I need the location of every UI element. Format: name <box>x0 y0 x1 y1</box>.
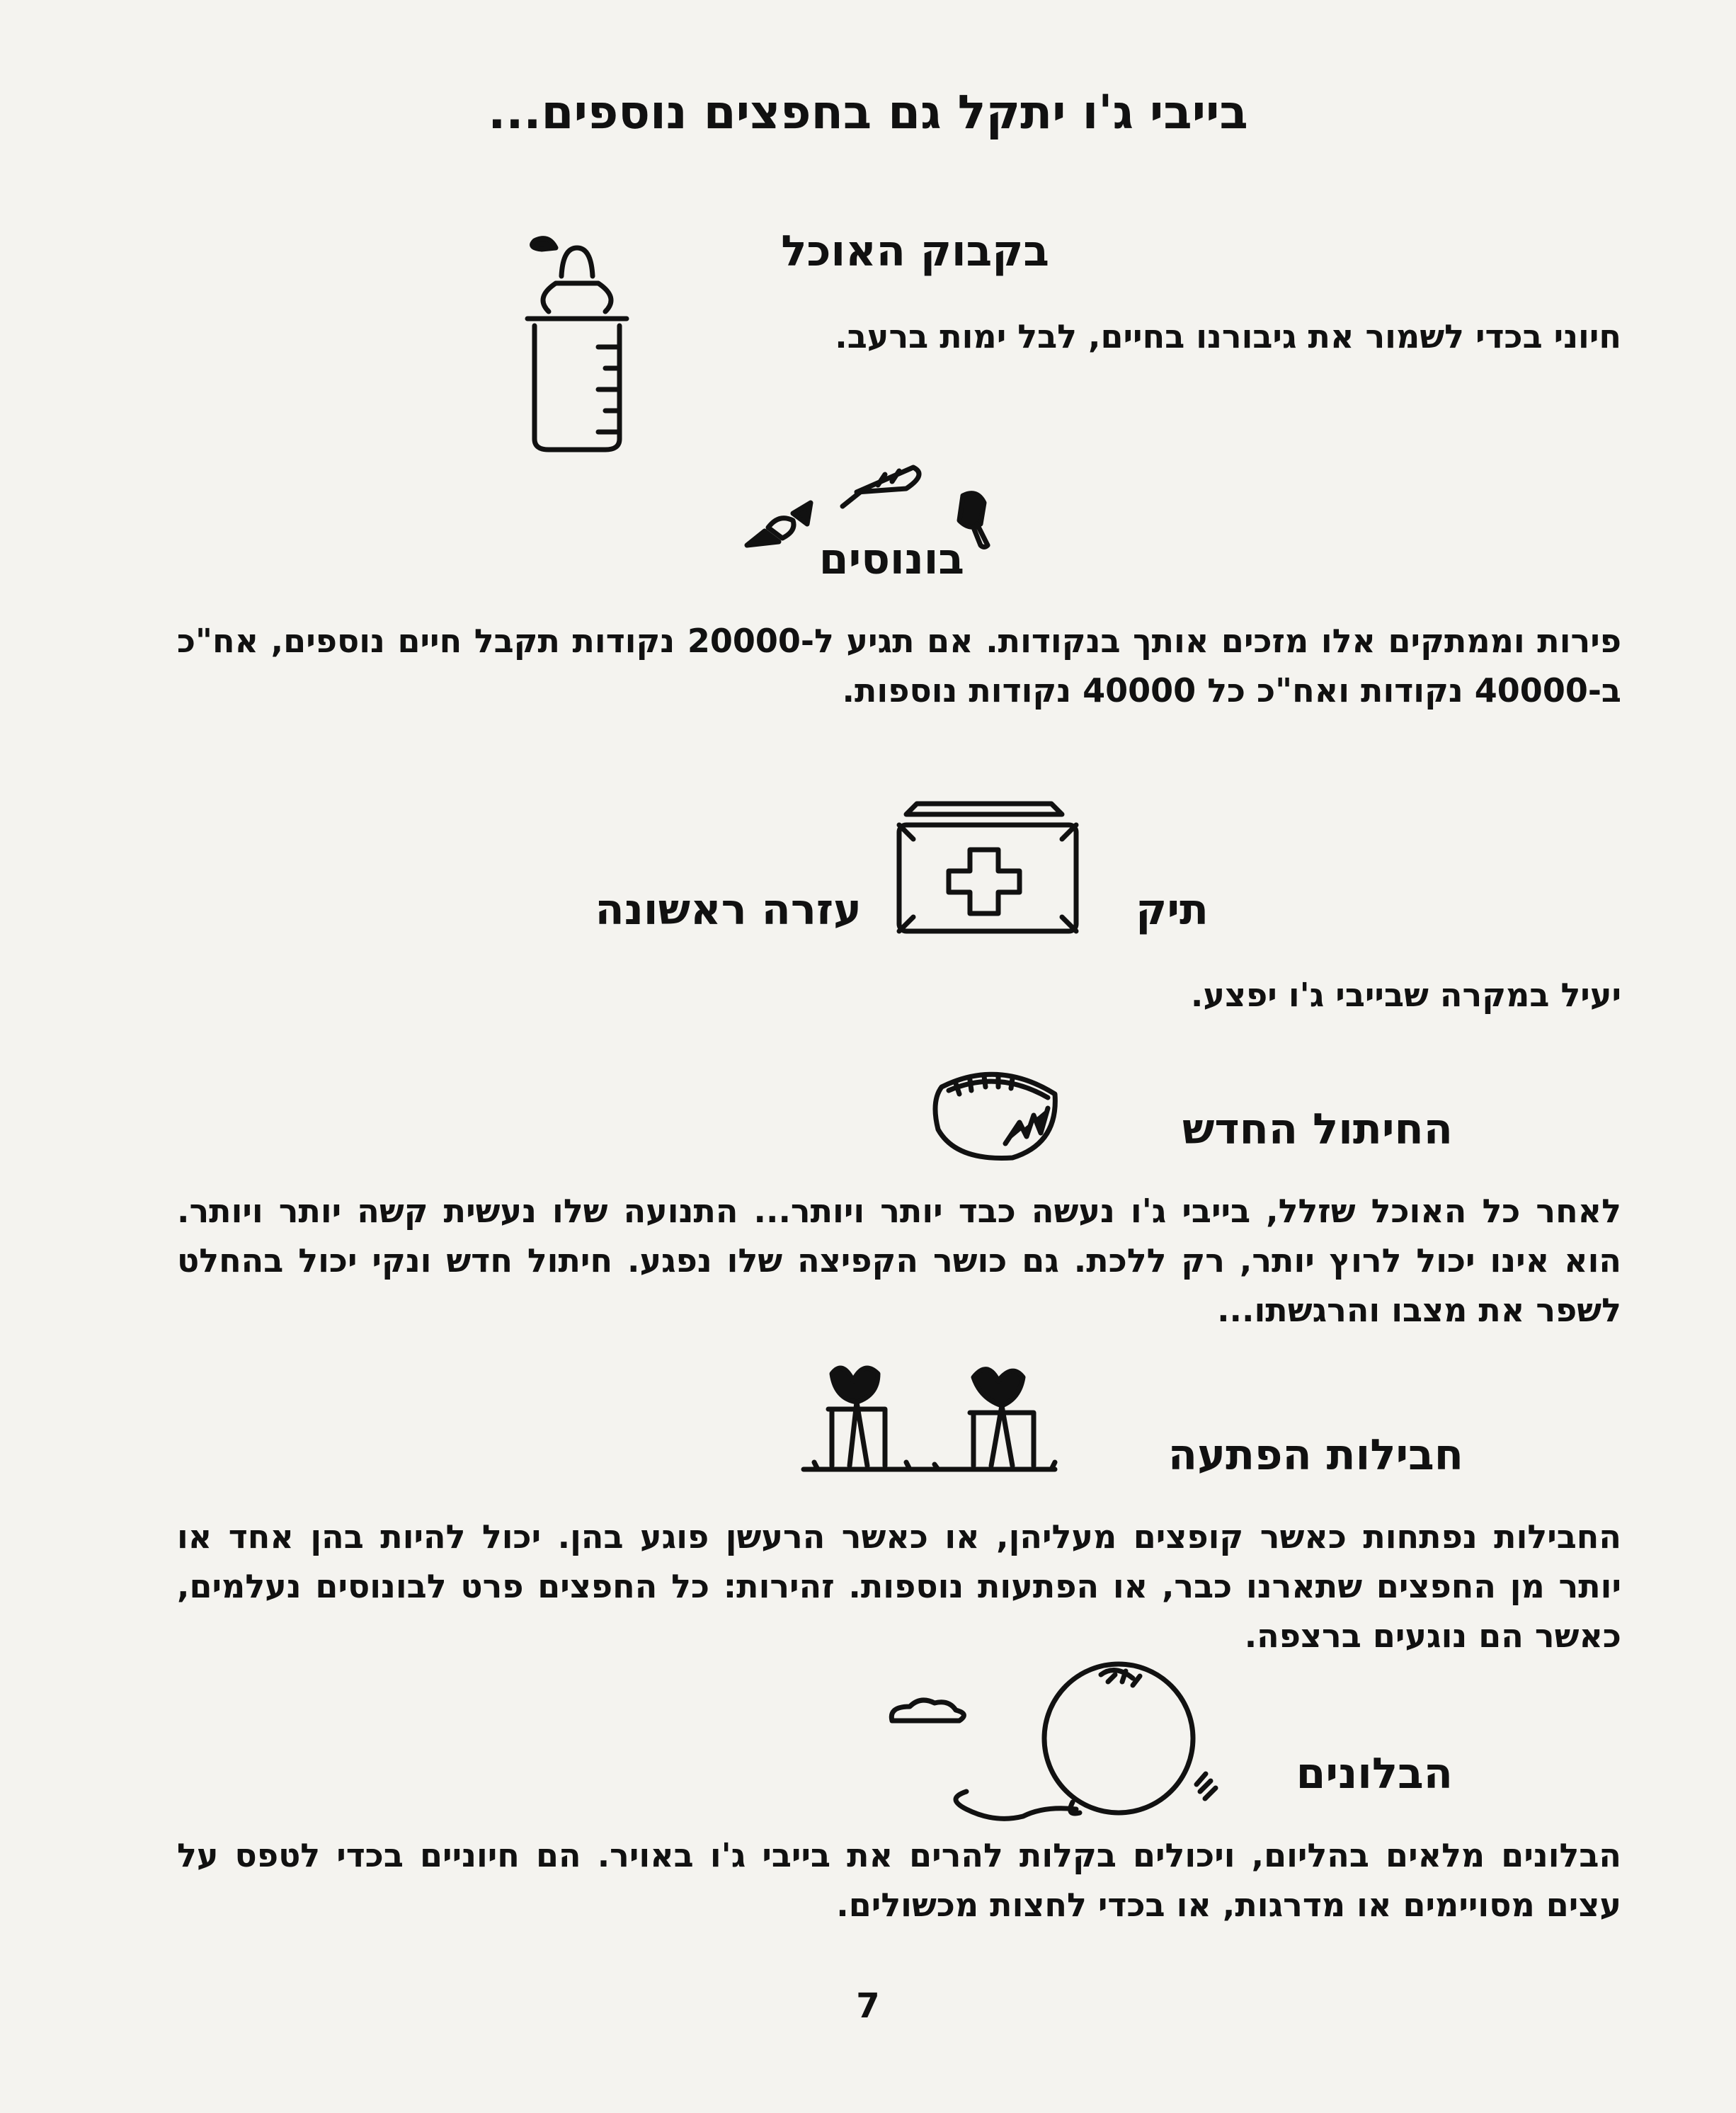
bottle-heading: בקבוק האוכל <box>781 227 1049 276</box>
firstaid-heading-part2: עזרה ראשונה <box>595 885 862 935</box>
diaper-heading: החיתול החדש <box>1182 1105 1453 1154</box>
baby-bottle-icon <box>513 227 641 460</box>
page-title: בייבי ג'ו יתקל גם בחפצים נוספים... <box>488 85 1248 139</box>
page-number: 7 <box>856 1986 880 2026</box>
diaper-text: לאחר כל האוכל שזלל, בייבי ג'ו נעשה כבד יותר ויותר... התנועה שלו נעשית קשה יותר ויותר. הוא אינו יכול לרוץ יותר, רק ללכת. גם כושר הקפיצה שלו נפגע. חיתול חדש ונקי יכול בהחלט לשפר את מצבו והרגשתו... <box>177 1192 1621 1329</box>
balloons-heading: הבלונים <box>1296 1749 1453 1799</box>
gifts-text: החבילות נפתחות כאשר קופצים מעליהן, או כאשר הרעשן פוגע בהן. יכול להיות בהן אחד או יותר מן החפצים שתארנו כבר, או הפתעות נוספות. זהירות: כל החפצים פרט לבונוסים נעלמים, כאשר הם נוגעים ברצפה. <box>177 1517 1621 1655</box>
first-aid-kit-icon <box>889 797 1087 938</box>
bonuses-text: פירות וממתקים אלו מזכים אותך בנקודות. אם תגיע ל-20000 נקודות תקבל חיים נוספים, אח"כ ב-40000 נקודות ואח"כ כל 40000 נקודות נוספות. <box>177 622 1622 710</box>
diaper-icon <box>927 1066 1069 1165</box>
firstaid-heading-part1: תיק <box>1136 885 1209 935</box>
firstaid-text: יעיל במקרה שבייבי ג'ו יפצע. <box>1190 976 1621 1014</box>
balloons-text: הבלונים מלאים בהליום, ויכולים בקלות להרים את בייבי ג'ו באויר. הם חיוניים בכדי לטפס על עצים מסויימים או מדרגות, או בכדי לחצות מכשולים. <box>177 1836 1621 1924</box>
gifts-heading: חבילות הפתעה <box>1167 1430 1463 1480</box>
gift-package-icon <box>800 1360 1069 1480</box>
balloon-icon <box>889 1661 1214 1830</box>
bottle-text: חיוני בכדי לשמור את גיבורנו בחיים, לבל ימות ברעב. <box>835 317 1621 355</box>
bonuses-heading: בונוסים <box>818 535 964 584</box>
